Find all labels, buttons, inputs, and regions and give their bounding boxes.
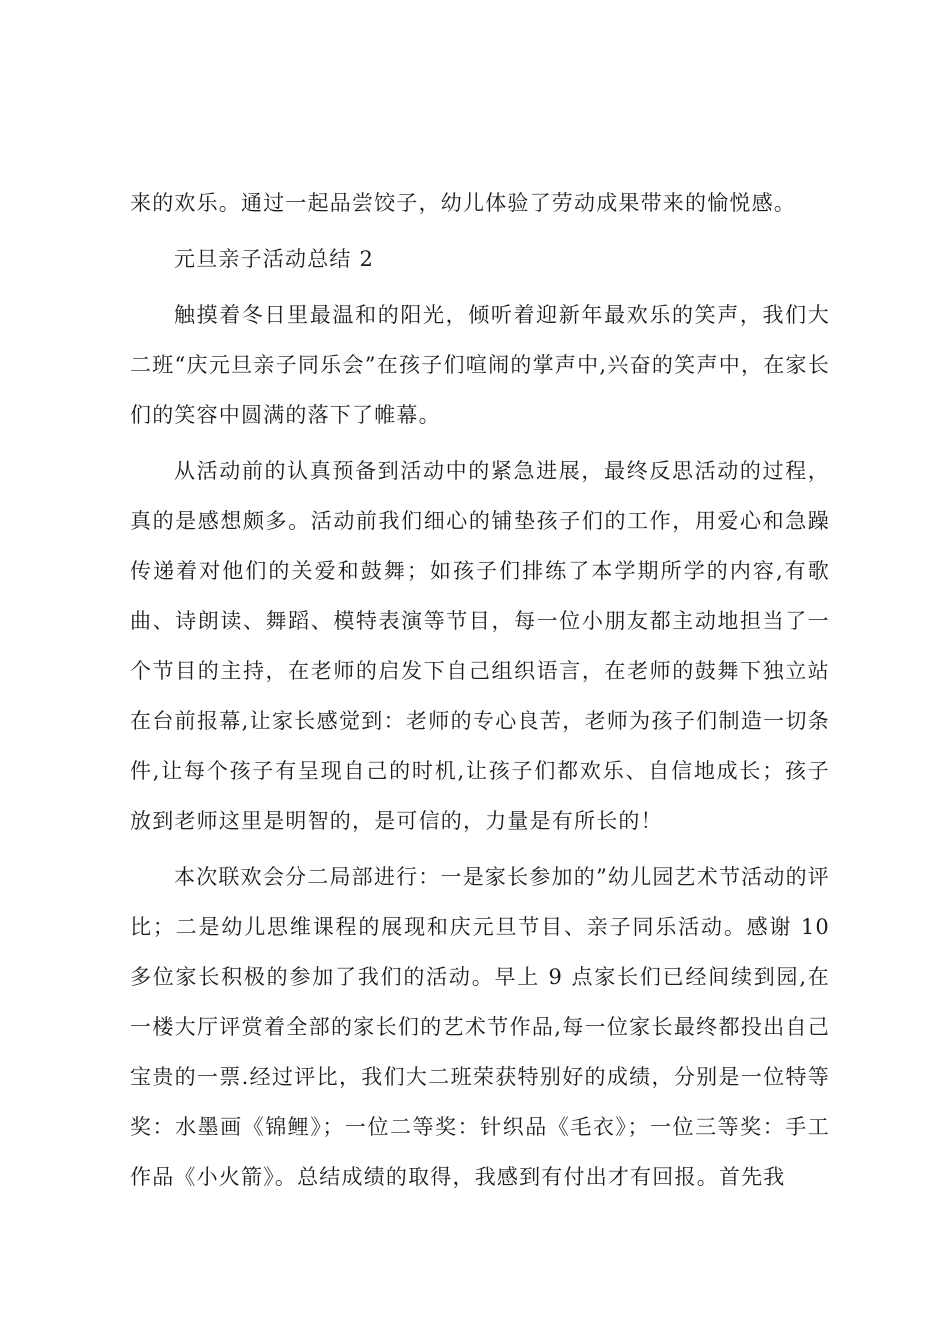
section-heading: 元旦亲子活动总结 2 — [174, 247, 375, 271]
paragraph-reflection: 从活动前的认真预备到活动中的紧急进展，最终反思活动的过程，真的是感想颇多。活动前我们细心的铺垫孩子们的工作，用爱心和急躁传递着对他们的关爱和鼓舞；如孩子们排练了本学期所学的内容,有歌曲、诗朗读、舞蹈、模特表演等节目，每一位小朋友都主动地担当了一个节目的主持，在老师的启发下自己组织语言，在老师的鼓舞下独立站在台前报幕,让家长感觉到：老师的专心良苦，老师为孩子们制造一切条件,让每个孩子有呈现自己的时机,让孩子们都欢乐、自信地成长；孩子放到老师这里是明智的，是可信的，力量是有所长的！ — [130, 459, 830, 833]
paragraph-intro: 触摸着冬日里最温和的阳光，倾听着迎新年最欢乐的笑声，我们大二班“庆元旦亲子同乐会”在孩子们喧闹的掌声中,兴奋的笑声中，在家长们的笑容中圆满的落下了帷幕。 — [130, 303, 830, 427]
document-body — [130, 178, 830, 1202]
paragraph-continuation: 来的欢乐。通过一起品尝饺子，幼儿体验了劳动成果带来的愉悦感。 — [130, 191, 796, 215]
paragraph-event-summary: 本次联欢会分二局部进行：一是家长参加的”幼儿园艺术节活动的评比；二是幼儿思维课程的展现和庆元旦节目、亲子同乐活动。感谢 10多位家长积极的参加了我们的活动。早上 9 点家长们已经间续到园,在一楼大厅评赏着全部的家长们的艺术节作品,每一位家长最终都投出自己宝贵的一票.经过评比，我们大二班荣获特别好的成绩，分别是一位特等奖：水墨画《锦鲤》；一位二等奖：针织品《毛衣》；一位三等奖：手工作品《小火箭》。总结成绩的取得，我感到有付出才有回报。首先我 — [130, 865, 830, 1189]
